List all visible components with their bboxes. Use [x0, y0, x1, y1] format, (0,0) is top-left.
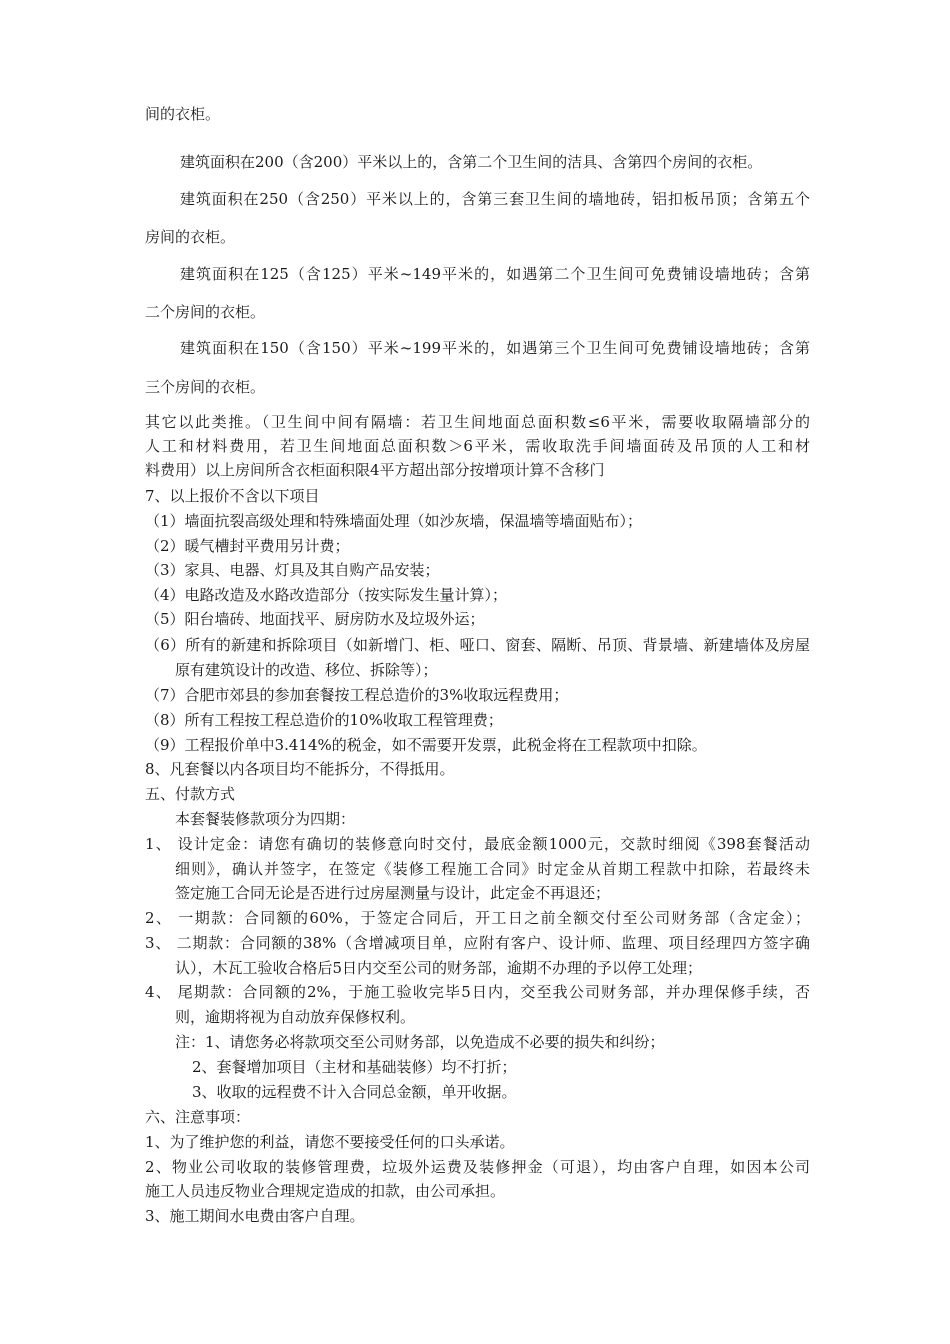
text-line: 人工和材料费用，若卫生间地面总面积数＞6平米，需收取洗手间墙面砖及吊顶的人工和材 — [145, 437, 810, 455]
text-line: 原有建筑设计的改造、移位、拆除等）； — [175, 661, 438, 679]
text-line: 4、 尾期款：合同额的2%，于施工验收完毕5日内，交至我公司财务部，并办理保修手续，否 — [145, 983, 810, 1001]
text-line: 2、 一期款：合同额的60%，于签定合同后，开工日之前全额交付至公司财务部（含定金）； — [145, 909, 810, 927]
text-line: 7、以上报价不含以下项目 — [145, 487, 320, 505]
text-line: 3、 二期款：合同额的38%（含增减项目单，应附有客户、设计师、监理、项目经理四方签字确 — [145, 934, 810, 952]
text-line: 建筑面积在200（含200）平米以上的，含第二个卫生间的洁具、含第四个房间的衣柜。 — [180, 153, 763, 171]
text-line: （4）电路改造及水路改造部分（按实际发生量计算）； — [145, 586, 508, 604]
text-line: 料费用）以上房间所含衣柜面积限4平方超出部分按增项计算不含移门 — [145, 461, 605, 479]
text-line: （6）所有的新建和拆除项目（如新增门、柜、哑口、窗套、隔断、吊顶、背景墙、新建墙体及房屋 — [145, 636, 810, 654]
text-line: 间的衣柜。 — [145, 105, 221, 123]
text-line: 3、收取的远程费不计入合同总金额，单开收据。 — [192, 1083, 517, 1101]
text-line: 签定施工合同无论是否进行过房屋测量与设计，此定金不再退还； — [175, 884, 611, 902]
text-line: 2、套餐增加项目（主材和基础装修）均不打折； — [192, 1058, 517, 1076]
text-line: （7）合肥市郊县的参加套餐按工程总造价的3%收取远程费用； — [145, 686, 569, 704]
text-line: 本套餐装修款项分为四期： — [175, 810, 356, 828]
text-line: 建筑面积在150（含150）平米~199平米的，如遇第三个卫生间可免费铺设墙地砖；含第 — [180, 339, 810, 357]
text-line: （1）墙面抗裂高级处理和特殊墙面处理（如沙灰墙，保温墙等墙面贴布）； — [145, 512, 643, 530]
text-line: 其它以此类推。（卫生间中间有隔墙：若卫生间地面总面积数≤6平米，需要收取隔墙部分的 — [145, 413, 810, 431]
text-line: 2、物业公司收取的装修管理费，垃圾外运费及装修押金（可退），均由客户自理，如因本公司 — [145, 1158, 810, 1176]
text-line: 3、施工期间水电费由客户自理。 — [145, 1207, 365, 1225]
text-line: 8、凡套餐以内各项目均不能拆分，不得抵用。 — [145, 760, 455, 778]
text-line: 认），木瓦工验收合格后5日内交至公司的财务部，逾期不办理的予以停工处理； — [175, 959, 703, 977]
text-line: 1、 设计定金：请您有确切的装修意向时交付，最底金额1000元，交款时细阅《398套餐活动 — [145, 835, 810, 853]
section-heading: 六、注意事项： — [145, 1108, 251, 1126]
text-line: 施工人员违反物业合理规定造成的扣款，由公司承担。 — [145, 1182, 506, 1200]
text-line: 细则》，确认并签字，在签定《装修工程施工合同》时定金从首期工程款中扣除，若最终未 — [175, 860, 810, 878]
text-line: 二个房间的衣柜。 — [145, 303, 266, 321]
text-line: （2）暖气槽封平费用另计费； — [145, 537, 350, 555]
text-line: 三个房间的衣柜。 — [145, 378, 266, 396]
text-line: （8）所有工程按工程总造价的10%收取工程管理费； — [145, 711, 503, 729]
text-line: 房间的衣柜。 — [145, 228, 236, 246]
text-line: 建筑面积在125（含125）平米~149平米的，如遇第二个卫生间可免费铺设墙地砖；含第 — [180, 265, 810, 283]
text-line: （9）工程报价单中3.414%的税金，如不需要开发票，此税金将在工程款项中扣除。 — [145, 736, 707, 754]
text-line: 建筑面积在250（含250）平米以上的，含第三套卫生间的墙地砖，铝扣板吊顶；含第五个 — [180, 190, 810, 208]
text-line: （3）家具、电器、灯具及其自购产品安装； — [145, 561, 440, 579]
text-line: 注：1、请您务必将款项交至公司财务部，以免造成不必要的损失和纠纷； — [175, 1033, 665, 1051]
section-heading: 五、付款方式 — [145, 785, 236, 803]
text-line: （5）阳台墙砖、地面找平、厨房防水及垃圾外运； — [145, 610, 485, 628]
text-line: 1、为了维护您的利益，请您不要接受任何的口头承诺。 — [145, 1133, 515, 1151]
text-line: 则，逾期将视为自动放弃保修权利。 — [175, 1008, 416, 1026]
